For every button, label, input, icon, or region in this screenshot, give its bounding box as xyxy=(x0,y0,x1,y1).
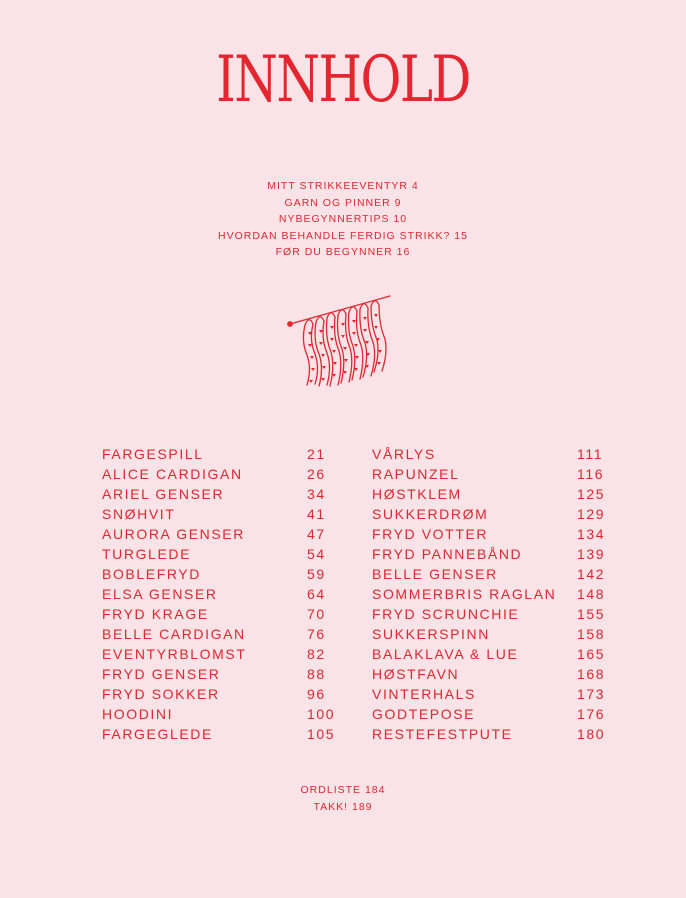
toc-entry[interactable] xyxy=(372,504,612,524)
toc-entry[interactable] xyxy=(102,604,342,624)
toc-entry-page: 142 xyxy=(577,566,606,582)
toc-entry-page: 155 xyxy=(577,606,606,622)
toc-entry-title: FRYD KRAGE xyxy=(102,606,209,622)
toc-entry[interactable] xyxy=(102,484,342,504)
toc-entry-page: 70 xyxy=(307,606,326,622)
toc-entry[interactable] xyxy=(372,464,612,484)
toc-entry[interactable] xyxy=(372,604,612,624)
toc-entry-title: FRYD GENSER xyxy=(102,666,221,682)
toc-entry-title: FARGEGLEDE xyxy=(102,726,213,742)
intro-item[interactable]: FØR DU BEGYNNER 16 xyxy=(275,246,411,259)
toc-entry-page: 139 xyxy=(577,546,606,562)
toc-entry[interactable] xyxy=(372,684,612,704)
toc-entry-title: VÅRLYS xyxy=(372,446,436,462)
toc-entry-page: 82 xyxy=(307,646,326,662)
toc-entry-title: FRYD SCRUNCHIE xyxy=(372,606,520,622)
toc-entry-page: 125 xyxy=(577,486,606,502)
toc-entry-page: 59 xyxy=(307,566,326,582)
toc-entry[interactable] xyxy=(372,724,612,744)
toc-entry-title: TURGLEDE xyxy=(102,546,192,562)
intro-item[interactable]: NYBEGYNNERTIPS 10 xyxy=(278,213,408,226)
toc-entry[interactable] xyxy=(102,704,342,724)
toc-entry-title: RAPUNZEL xyxy=(372,466,460,482)
toc-entry[interactable] xyxy=(102,564,342,584)
toc-entry-title: BOBLEFRYD xyxy=(102,566,201,582)
intro-item[interactable]: HVORDAN BEHANDLE FERDIG STRIKK? 15 xyxy=(218,229,468,242)
toc-entry-page: 21 xyxy=(307,446,326,462)
toc-entry-page: 158 xyxy=(577,626,606,642)
toc-entry[interactable] xyxy=(372,584,612,604)
toc-entry-title: EVENTYRBLOMST xyxy=(102,646,247,662)
toc-entry-page: 47 xyxy=(307,526,326,542)
toc-entry-title: FRYD SOKKER xyxy=(102,686,220,702)
toc-entry-title: HØSTKLEM xyxy=(372,486,462,502)
toc-entry-page: 148 xyxy=(577,586,606,602)
toc-entry-page: 54 xyxy=(307,546,326,562)
toc-entry[interactable] xyxy=(102,524,342,544)
toc-entry[interactable] xyxy=(102,684,342,704)
toc-entry-title: SUKKERDRØM xyxy=(372,506,489,522)
toc-entry[interactable] xyxy=(372,544,612,564)
toc-entry-page: 129 xyxy=(577,506,606,522)
toc-entry-title: VINTERHALS xyxy=(372,686,476,702)
toc-entry[interactable] xyxy=(372,524,612,544)
toc-entry-title: BELLE GENSER xyxy=(372,566,498,582)
intro-list xyxy=(0,178,686,261)
toc-entry-page: 88 xyxy=(307,666,326,682)
toc-entry-page: 100 xyxy=(307,706,336,722)
intro-item[interactable]: GARN OG PINNER 9 xyxy=(284,196,402,209)
toc-entry-title: BELLE CARDIGAN xyxy=(102,626,246,642)
toc-entry-title: HØSTFAVN xyxy=(372,666,460,682)
toc-entry[interactable] xyxy=(372,704,612,724)
toc-entry-page: 96 xyxy=(307,686,326,702)
toc-entry-page: 134 xyxy=(577,526,606,542)
toc-entry-title: GODTEPOSE xyxy=(372,706,476,722)
toc-entry[interactable] xyxy=(372,444,612,464)
toc-entry-page: 34 xyxy=(307,486,326,502)
toc-entry[interactable] xyxy=(102,584,342,604)
toc-entry-page: 105 xyxy=(307,726,336,742)
toc-right-column xyxy=(372,444,612,744)
toc-entry[interactable] xyxy=(372,644,612,664)
toc-entry-page: 116 xyxy=(577,466,605,482)
toc-entry[interactable] xyxy=(102,624,342,644)
toc-entry[interactable] xyxy=(102,444,342,464)
toc-entry-title: RESTEFESTPUTE xyxy=(372,726,513,742)
toc-entry-page: 168 xyxy=(577,666,606,682)
outro-item[interactable]: ORDLISTE 184 xyxy=(300,784,386,796)
toc-entry-page: 41 xyxy=(307,506,326,522)
toc-entry-title: FRYD VOTTER xyxy=(372,526,489,542)
toc-entry-title: ALICE CARDIGAN xyxy=(102,466,243,482)
outro-item[interactable]: TAKK! 189 xyxy=(313,800,373,813)
toc-entry-title: AURORA GENSER xyxy=(102,526,245,542)
toc-entry-title: SNØHVIT xyxy=(102,506,176,522)
intro-item[interactable]: MITT STRIKKEEVENTYR 4 xyxy=(267,180,419,192)
toc-entry-title: ELSA GENSER xyxy=(102,586,218,602)
toc-entry[interactable] xyxy=(102,504,342,524)
toc-entry-title: SOMMERBRIS RAGLAN xyxy=(372,586,557,602)
toc-entry-title: ARIEL GENSER xyxy=(102,486,225,502)
toc-entry-page: 26 xyxy=(307,466,326,482)
toc-entry-title: HOODINI xyxy=(102,706,174,722)
toc-entry[interactable] xyxy=(102,664,342,684)
toc-entry-title: FRYD PANNEBÅND xyxy=(372,546,523,562)
toc-entry-title: FARGESPILL xyxy=(102,446,204,462)
toc-entry[interactable] xyxy=(372,564,612,584)
toc-entry[interactable] xyxy=(372,624,612,644)
toc-entry-page: 180 xyxy=(577,726,606,742)
toc-entry-page: 76 xyxy=(307,626,326,642)
page-title: INNHOLD xyxy=(216,43,470,117)
toc-entry[interactable] xyxy=(372,484,612,504)
toc-entry-page: 165 xyxy=(577,646,606,662)
toc-entry-title: SUKKERSPINN xyxy=(372,626,490,642)
toc-entry-page: 64 xyxy=(307,586,326,602)
toc-entry[interactable] xyxy=(372,664,612,684)
knitting-needle-stitches-icon xyxy=(285,292,395,396)
toc-entry[interactable] xyxy=(102,724,342,744)
outro-list xyxy=(0,782,686,815)
toc-entry[interactable] xyxy=(102,464,342,484)
toc-entry-title: BALAKLAVA & LUE xyxy=(372,646,519,662)
toc-entry-page: 111 xyxy=(577,446,604,462)
toc-entry[interactable] xyxy=(102,544,342,564)
toc-left-column xyxy=(102,444,342,744)
toc-entry[interactable] xyxy=(102,644,342,664)
toc-entry-page: 173 xyxy=(577,686,606,702)
toc-entry-page: 176 xyxy=(577,706,606,722)
